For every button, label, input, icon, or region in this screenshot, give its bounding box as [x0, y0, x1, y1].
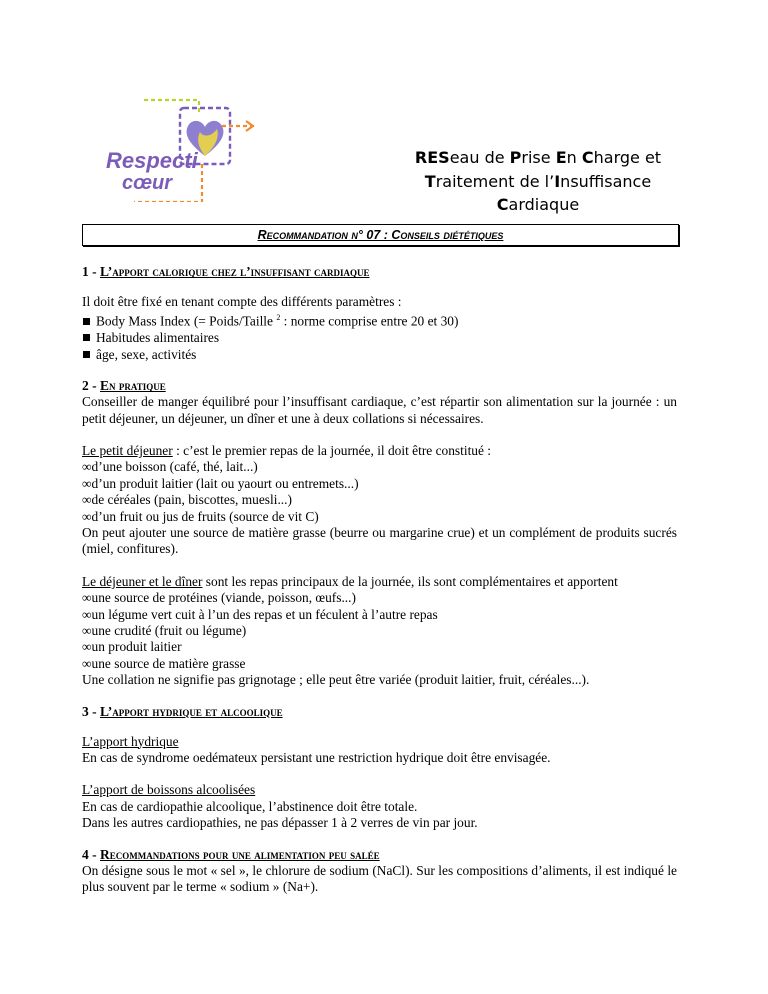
- square-bullet-icon: [83, 318, 90, 325]
- alcohol-subheading: L’apport de boissons alcoolisées: [82, 782, 256, 798]
- document-body: [82, 263, 677, 895]
- alcohol-text-1: En cas de cardiopathie alcoolique, l’abstinence doit être totale.: [82, 798, 418, 814]
- svg-text:cœur: cœur: [122, 172, 172, 194]
- section-2-paragraph: Conseiller de manger équilibré pour l’insuffisant cardiaque, c’est répartir son alimentation sur la journée : un petit déjeuner, un déjeuner, un dîner et une à deux collations si nécessaires.: [82, 394, 677, 426]
- organization-name: [398, 146, 678, 217]
- breakfast-addition: On peut ajouter une source de matière grasse (beurre ou margarine crue) et un complément de produits sucrés (miel, confitures).: [82, 524, 677, 557]
- breakfast-item: ∞d’un fruit ou jus de fruits (source de vit C): [82, 508, 319, 524]
- breakfast-item: ∞d’une boisson (café, thé, lait...): [82, 459, 258, 475]
- breakfast-item: ∞d’un produit laitier (lait ou yaourt ou entremets...): [82, 475, 359, 491]
- snack-note: Une collation ne signifie pas grignotage ; elle peut être variée (produit laitier, fruit, céréales...).: [82, 672, 590, 688]
- meals-item: ∞un légume vert cuit à l’un des repas et un féculent à l’autre repas: [82, 606, 438, 622]
- section-4-paragraph: On désigne sous le mot « sel », le chlorure de sodium (NaCl). Sur les compositions d’aliments, il est indiqué le plus souvent par le terme « sodium » (Na+).: [82, 862, 677, 895]
- breakfast-item: ∞de céréales (pain, biscottes, muesli...): [82, 492, 292, 508]
- svg-text:Respecti: Respecti: [106, 148, 198, 173]
- recommendation-title: Recommandation n° 07 : Conseils diététiques: [82, 224, 679, 246]
- meals-item: ∞une source de protéines (viande, poisson, œufs...): [82, 590, 356, 606]
- alcohol-text-2: Dans les autres cardiopathies, ne pas dépasser 1 à 2 verres de vin par jour.: [82, 815, 478, 831]
- respecticoeur-logo: [104, 96, 264, 202]
- org-line-3: Cardiaque: [496, 195, 580, 214]
- section-1-heading: 1 - L’apport calorique chez l’insuffisant cardiaque: [82, 264, 370, 279]
- section-1-intro: Il doit être fixé en tenant compte des différents paramètres :: [82, 294, 402, 309]
- org-line-2: Traitement de l’Insuffisance: [424, 171, 652, 191]
- section-2-heading: 2 - En pratique: [82, 378, 166, 394]
- section-3-heading: 3 - L’apport hydrique et alcoolique: [82, 703, 283, 719]
- breakfast-intro: Le petit déjeuner : c’est le premier repas de la journée, il doit être constitué :: [82, 442, 491, 458]
- hydric-subheading: L’apport hydrique: [82, 733, 179, 749]
- criteria-item-age: âge, sexe, activités: [82, 347, 677, 363]
- criteria-item-habits: Habitudes alimentaires: [82, 330, 677, 346]
- org-line-1: RESeau de Prise En Charge et: [414, 148, 662, 167]
- meals-item: ∞un produit laitier: [82, 639, 182, 655]
- meals-intro: Le déjeuner et le dîner sont les repas principaux de la journée, ils sont complémentaires et apportent: [82, 573, 618, 589]
- square-bullet-icon: [83, 334, 90, 341]
- hydric-text: En cas de syndrome oedémateux persistant une restriction hydrique doit être envisagée.: [82, 750, 551, 765]
- meals-item: ∞une source de matière grasse: [82, 655, 246, 671]
- section-4-heading: 4 - Recommandations pour une alimentation peu salée: [82, 846, 380, 862]
- criteria-item-bmi: Body Mass Index (= Poids/Taille $^2$ : norme comprise entre 20 et 30): [82, 310, 677, 330]
- meals-item: ∞une crudité (fruit ou légume): [82, 622, 247, 638]
- square-bullet-icon: [83, 351, 90, 358]
